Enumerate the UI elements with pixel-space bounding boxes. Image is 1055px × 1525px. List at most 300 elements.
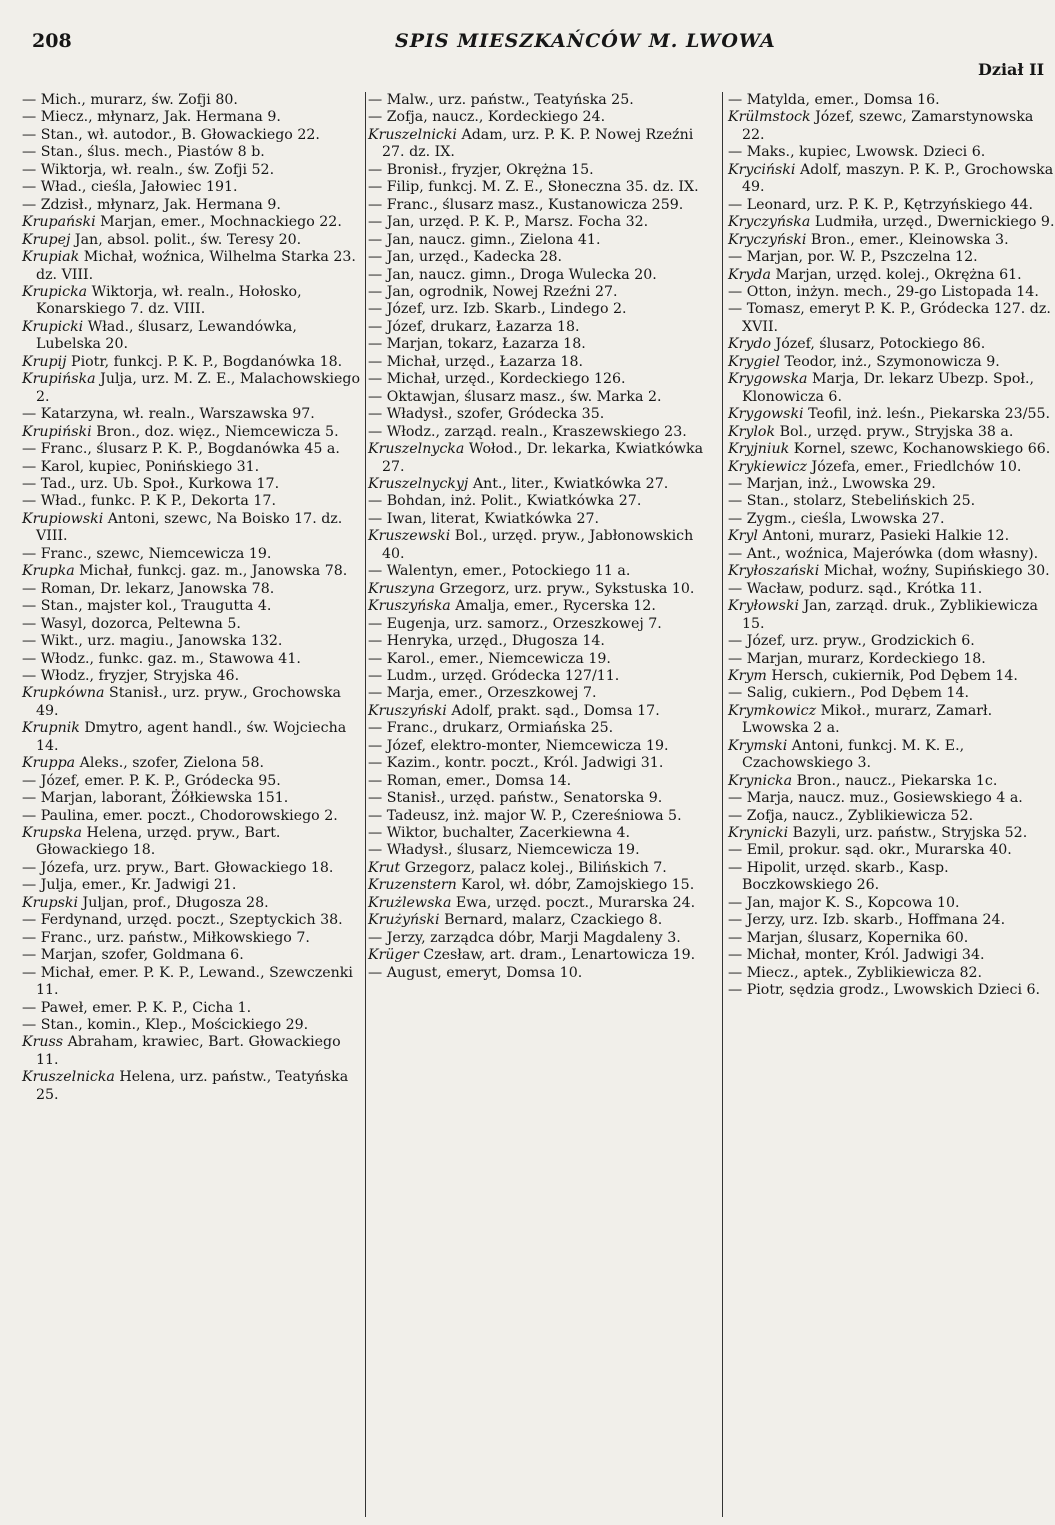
directory-entry — [22, 598, 362, 615]
directory-entry — [22, 459, 362, 476]
entry-surname: Kruzenstern — [368, 877, 457, 894]
directory-entry — [728, 197, 1055, 214]
entry-details: Piotr, funkcj. P. K. P., Bogdanówka 18. — [66, 353, 343, 370]
entry-details: Filip, funkcj. M. Z. E., Słoneczna 35. dz. IX. — [382, 179, 699, 196]
entry-dash: — — [22, 999, 37, 1016]
directory-entry — [368, 895, 713, 912]
directory-entry — [368, 808, 713, 825]
entry-details: Karol., emer., Niemcewicza 19. — [382, 650, 611, 667]
entry-surname: Krygowska — [728, 371, 808, 388]
entry-dash: — — [22, 179, 37, 196]
entry-details: Marjan, ślusarz, Kopernika 60. — [742, 929, 969, 946]
entry-surname: Krupiński — [22, 423, 92, 440]
entry-details: Franc., ślusarz P. K. P., Bogdanówka 45 a. — [36, 441, 340, 458]
page-title: SPIS MIESZKAŃCÓW M. LWOWA — [395, 30, 776, 52]
directory-entry — [22, 965, 362, 1000]
entry-surname: Krygowski — [728, 406, 804, 423]
entry-surname: Krupińska — [22, 371, 96, 388]
entry-dash: — — [368, 92, 383, 108]
entry-details: Matylda, emer., Domsa 16. — [742, 92, 940, 108]
directory-entry — [22, 1034, 362, 1069]
entry-surname: Krupiowski — [22, 510, 104, 527]
directory-entry — [22, 441, 362, 458]
entry-details: Jan, zarząd. druk., Zyblikiewicza 15. — [742, 598, 1038, 632]
entry-dash: — — [368, 563, 383, 580]
column-2 — [368, 92, 713, 982]
entry-details: Amalja, emer., Rycerska 12. — [450, 598, 656, 615]
directory-entry — [728, 424, 1055, 441]
entry-surname: Kruszelnicka — [22, 1069, 115, 1086]
directory-entry — [368, 267, 713, 284]
directory-entry — [368, 598, 713, 615]
entry-details: Bazyli, urz. państw., Stryjska 52. — [788, 825, 1028, 842]
directory-entry — [22, 162, 362, 179]
entry-dash: — — [368, 737, 383, 754]
entry-dash: — — [368, 231, 383, 248]
entry-dash: — — [22, 109, 37, 126]
entry-details: Zofja, naucz., Zyblikiewicza 52. — [742, 807, 974, 824]
entry-details: Władysł., ślusarz, Niemcewicza 19. — [382, 842, 640, 859]
directory-entry — [368, 965, 713, 982]
directory-entry — [728, 144, 1055, 161]
directory-entry — [728, 965, 1055, 982]
entry-surname: Kruszewski — [368, 528, 451, 545]
entry-dash: — — [368, 301, 383, 318]
entry-dash: — — [22, 580, 37, 597]
entry-dash: — — [728, 633, 743, 650]
directory-entry — [22, 179, 362, 196]
directory-entry — [22, 109, 362, 126]
entry-details: Czesław, art. dram., Lenartowicza 19. — [418, 947, 696, 964]
directory-entry — [728, 947, 1055, 964]
directory-entry — [728, 633, 1055, 650]
directory-entry — [22, 651, 362, 668]
entry-details: Franc., ślusarz masz., Kustanowicza 259. — [382, 196, 684, 213]
directory-entry — [22, 127, 362, 144]
column-divider — [722, 92, 723, 1517]
entry-dash: — — [368, 964, 383, 981]
entry-dash: — — [368, 807, 383, 824]
directory-entry — [728, 842, 1055, 859]
entry-details: Helena, urzęd. pryw., Bart. Głowackiego 18. — [36, 825, 281, 859]
entry-details: Julja, emer., Kr. Jadwigi 21. — [36, 877, 237, 894]
entry-surname: Krüger — [368, 947, 419, 964]
column-3 — [728, 92, 1055, 1000]
entry-details: Bol., urzęd. pryw., Jabłonowskich 40. — [382, 528, 694, 562]
entry-details: Marjan, emer., Mochnackiego 22. — [95, 214, 342, 231]
entry-details: Ludm., urzęd. Gródecka 127/11. — [382, 667, 620, 684]
directory-entry — [22, 424, 362, 441]
entry-details: Stanisł., urzęd. państw., Senatorska 9. — [382, 790, 663, 807]
entry-details: Bron., doz. więz., Niemcewicza 5. — [91, 423, 339, 440]
directory-entry — [728, 459, 1055, 476]
entry-details: Abraham, krawiec, Bart. Głowackiego 11. — [36, 1034, 341, 1068]
entry-surname: Kruszelnyckyj — [368, 475, 469, 492]
directory-entry — [22, 92, 362, 109]
entry-details: Józef, ślusarz, Potockiego 86. — [771, 336, 986, 353]
entry-dash: — — [22, 859, 37, 876]
entry-details: Wołod., Dr. lekarka, Kwiatkówka 27. — [382, 441, 704, 475]
directory-entry — [728, 738, 1055, 773]
entry-details: Miecz., aptek., Zyblikiewicza 82. — [742, 964, 983, 981]
entry-dash: — — [728, 545, 743, 562]
entry-details: Aleks., szofer, Zielona 58. — [75, 755, 264, 772]
directory-entry — [368, 197, 713, 214]
entry-details: Adolf, prakt. sąd., Domsa 17. — [446, 702, 660, 719]
entry-details: Marjan, inż., Lwowska 29. — [742, 475, 936, 492]
entry-dash: — — [22, 877, 37, 894]
entry-dash: — — [368, 685, 383, 702]
directory-entry — [728, 354, 1055, 371]
directory-entry — [728, 581, 1055, 598]
entry-details: Józef, elektro-monter, Niemcewicza 19. — [382, 737, 669, 754]
entry-details: Wład., funkc. P. K P., Dekorta 17. — [36, 493, 276, 510]
directory-entry — [728, 982, 1055, 999]
directory-entry — [22, 860, 362, 877]
entry-surname: Kryjniuk — [728, 441, 790, 458]
entry-details: Zofja, naucz., Kordeckiego 24. — [382, 109, 606, 126]
entry-surname: Krupiak — [22, 249, 80, 266]
entry-details: Franc., urz. państw., Miłkowskiego 7. — [36, 929, 310, 946]
entry-dash: — — [368, 179, 383, 196]
directory-entry — [22, 616, 362, 633]
entry-dash: — — [22, 772, 37, 789]
directory-entry — [728, 528, 1055, 545]
entry-surname: Krynicki — [728, 825, 789, 842]
directory-entry — [22, 546, 362, 563]
directory-entry — [368, 109, 713, 126]
entry-details: Stan., stolarz, Stebelińskich 25. — [742, 493, 976, 510]
entry-details: Marjan, laborant, Żółkiewska 151. — [36, 790, 289, 807]
entry-dash: — — [368, 842, 383, 859]
entry-dash: — — [368, 214, 383, 231]
entry-details: Malw., urz. państw., Teatyńska 25. — [382, 92, 634, 108]
directory-entry — [22, 563, 362, 580]
entry-details: Zygm., cieśla, Lwowska 27. — [742, 510, 945, 527]
directory-entry — [728, 441, 1055, 458]
entry-surname: Kruppa — [22, 755, 76, 772]
entry-dash: — — [368, 109, 383, 126]
entry-details: Ewa, urzęd. poczt., Murarska 24. — [451, 894, 696, 911]
column-divider — [365, 92, 366, 1517]
entry-dash: — — [368, 615, 383, 632]
entry-details: Salig, cukiern., Pod Dębem 14. — [742, 685, 969, 702]
entry-surname: Kryłoszański — [728, 563, 820, 580]
entry-details: Włodz., zarząd. realn., Kraszewskiego 23. — [382, 423, 687, 440]
directory-entry — [368, 354, 713, 371]
entry-surname: Kryczyński — [728, 231, 807, 248]
entry-dash: — — [368, 633, 383, 650]
entry-details: Adolf, maszyn. P. K. P., Grochowska 49. — [742, 161, 1054, 196]
entry-dash: — — [728, 249, 743, 266]
entry-surname: Kruszelnicki — [368, 126, 457, 143]
entry-details: Michał, woźnica, Wilhelma Starka 23. dz. VIII. — [36, 249, 356, 283]
entry-surname: Krynicka — [728, 772, 793, 789]
directory-entry — [368, 493, 713, 510]
entry-dash: — — [368, 493, 383, 510]
directory-entry — [22, 930, 362, 947]
entry-details: Stan., ślus. mech., Piastów 8 b. — [36, 144, 265, 161]
entry-details: Józef, urz. Izb. Skarb., Lindego 2. — [382, 301, 627, 318]
entry-dash: — — [368, 353, 383, 370]
entry-surname: Krülmstock — [728, 109, 811, 126]
directory-entry — [22, 214, 362, 231]
entry-details: Bol., urzęd. pryw., Stryjska 38 a. — [775, 423, 1014, 440]
entry-dash: — — [728, 964, 743, 981]
directory-entry — [368, 912, 713, 929]
directory-entry — [22, 947, 362, 964]
directory-entry — [368, 127, 713, 162]
entry-details: Ferdynand, urzęd. poczt., Szeptyckich 38. — [36, 912, 343, 929]
entry-details: Bohdan, inż. Polit., Kwiatkówka 27. — [382, 493, 642, 510]
entry-dash: — — [728, 196, 743, 213]
directory-entry — [368, 179, 713, 196]
entry-details: Henryka, urzęd., Długosza 14. — [382, 633, 605, 650]
entry-details: Michał, monter, Król. Jadwigi 34. — [742, 947, 985, 964]
entry-dash: — — [22, 615, 37, 632]
entry-details: Bron., emer., Kleinowska 3. — [806, 231, 1009, 248]
directory-entry — [368, 877, 713, 894]
entry-surname: Krupkówna — [22, 685, 105, 702]
directory-entry — [728, 406, 1055, 423]
directory-entry — [368, 842, 713, 859]
entry-details: Michał, funkcj. gaz. m., Janowska 78. — [74, 563, 348, 580]
entry-details: Józefa, emer., Friedlchów 10. — [807, 458, 1022, 475]
directory-entry — [728, 267, 1055, 284]
entry-dash: — — [368, 650, 383, 667]
entry-surname: Krupij — [22, 353, 67, 370]
entry-dash: — — [22, 475, 37, 492]
directory-entry — [368, 773, 713, 790]
entry-details: Mich., murarz, św. Zofji 80. — [36, 92, 238, 108]
directory-entry — [22, 319, 362, 354]
directory-entry — [728, 860, 1055, 895]
entry-details: Jerzy, urz. Izb. skarb., Hoffmana 24. — [742, 912, 1006, 929]
entry-details: Jan, naucz. gimn., Droga Wulecka 20. — [382, 266, 657, 283]
directory-entry — [368, 633, 713, 650]
entry-dash: — — [22, 1017, 37, 1034]
entry-dash: — — [368, 336, 383, 353]
entry-details: Włodz., fryzjer, Stryjska 46. — [36, 667, 240, 684]
directory-entry — [368, 511, 713, 528]
entry-details: Józef, szewc, Zamarstynowska 22. — [742, 109, 1034, 143]
directory-entry — [728, 930, 1055, 947]
entry-details: Teodor, inż., Szymonowicza 9. — [779, 353, 1000, 370]
directory-entry — [22, 476, 362, 493]
entry-details: Stanisł., urz. pryw., Grochowska 49. — [36, 685, 342, 719]
directory-entry — [22, 808, 362, 825]
entry-dash: — — [368, 318, 383, 335]
entry-surname: Krupnik — [22, 720, 80, 737]
entry-details: Jan, major K. S., Kopcowa 10. — [742, 894, 960, 911]
entry-details: Hipolit, urzęd. skarb., Kasp. Boczkowskiego 26. — [742, 859, 949, 894]
directory-entry — [728, 92, 1055, 109]
directory-entry — [368, 616, 713, 633]
entry-details: Stan., wł. autodor., B. Głowackiego 22. — [36, 126, 320, 143]
entry-dash: — — [368, 266, 383, 283]
entry-dash: — — [368, 371, 383, 388]
entry-dash: — — [368, 283, 383, 300]
section-label: Dział II — [978, 60, 1045, 79]
entry-dash: — — [368, 510, 383, 527]
directory-entry — [728, 109, 1055, 144]
entry-surname: Kruszelnycka — [368, 441, 465, 458]
entry-dash: — — [368, 755, 383, 772]
entry-dash: — — [368, 720, 383, 737]
directory-entry — [728, 895, 1055, 912]
directory-entry — [368, 336, 713, 353]
entry-dash: — — [728, 982, 743, 999]
directory-entry — [728, 651, 1055, 668]
directory-entry — [728, 773, 1055, 790]
entry-surname: Krupicka — [22, 283, 88, 300]
entry-details: Julja, urz. M. Z. E., Malachowskiego 2. — [36, 371, 361, 405]
entry-dash: — — [728, 301, 743, 318]
directory-entry — [22, 284, 362, 319]
entry-details: Wacław, podurz. sąd., Krótka 11. — [742, 580, 983, 597]
directory-entry — [22, 354, 362, 371]
entry-details: Bernard, malarz, Czackiego 8. — [439, 912, 663, 929]
entry-dash: — — [368, 406, 383, 423]
directory-entry — [368, 301, 713, 318]
entry-surname: Kryciński — [728, 161, 796, 178]
directory-entry — [22, 1069, 362, 1104]
entry-details: Karol, wł. dóbr, Zamojskiego 15. — [456, 877, 695, 894]
entry-dash: — — [368, 161, 383, 178]
entry-details: Wiktorja, wł. realn., Hołosko, Konarskiego 7. dz. VIII. — [36, 283, 302, 318]
directory-entry — [22, 144, 362, 161]
directory-entry — [368, 319, 713, 336]
entry-dash: — — [728, 580, 743, 597]
directory-entry — [22, 720, 362, 755]
entry-details: Oktawjan, ślusarz masz., św. Marka 2. — [382, 388, 662, 405]
entry-surname: Krupański — [22, 214, 96, 231]
directory-entry — [728, 668, 1055, 685]
entry-details: Marja, Dr. lekarz Ubezp. Społ., Klonowicza 6. — [742, 371, 1034, 405]
entry-dash: — — [728, 912, 743, 929]
entry-details: Marjan, murarz, Kordeckiego 18. — [742, 650, 986, 667]
entry-details: Dmytro, agent handl., św. Wojciecha 14. — [36, 720, 347, 754]
directory-entry — [368, 947, 713, 964]
entry-dash: — — [22, 790, 37, 807]
entry-dash: — — [728, 929, 743, 946]
entry-details: Ant., liter., Kwiatkówka 27. — [468, 475, 669, 492]
directory-entry — [728, 232, 1055, 249]
entry-details: Iwan, literat, Kwiatkówka 27. — [382, 510, 600, 527]
entry-details: Józef, urz. pryw., Grodzickich 6. — [742, 633, 975, 650]
entry-details: Marja, naucz. muz., Gosiewskiego 4 a. — [742, 790, 1023, 807]
entry-details: Paulina, emer. poczt., Chodorowskiego 2. — [36, 807, 338, 824]
entry-dash: — — [22, 144, 37, 161]
entry-surname: Krydo — [728, 336, 772, 353]
entry-details: Ant., woźnica, Majerówka (dom własny). — [742, 545, 1039, 562]
entry-dash: — — [728, 475, 743, 492]
directory-entry — [728, 162, 1055, 197]
entry-details: August, emeryt, Domsa 10. — [382, 964, 583, 981]
entry-details: Michał, urzęd., Łazarza 18. — [382, 353, 583, 370]
page-number: 208 — [32, 30, 72, 52]
directory-entry — [728, 808, 1055, 825]
entry-surname: Kruszyński — [368, 702, 447, 719]
entry-details: Eugenja, urz. samorz., Orzeszkowej 7. — [382, 615, 662, 632]
entry-dash: — — [22, 458, 37, 475]
entry-details: Michał, urzęd., Kordeckiego 126. — [382, 371, 626, 388]
directory-entry — [728, 511, 1055, 528]
entry-dash: — — [22, 406, 37, 423]
entry-dash: — — [22, 196, 37, 213]
entry-dash: — — [22, 633, 37, 650]
entry-surname: Kruszyńska — [368, 598, 451, 615]
directory-entry — [728, 476, 1055, 493]
entry-details: Marjan, szofer, Goldmana 6. — [36, 947, 244, 964]
entry-details: Franc., drukarz, Ormiańska 25. — [382, 720, 614, 737]
entry-dash: — — [22, 92, 37, 108]
entry-dash: — — [368, 388, 383, 405]
entry-details: Jan, urzęd. P. K. P., Marsz. Focha 32. — [382, 214, 649, 231]
directory-entry — [22, 912, 362, 929]
entry-details: Marja, emer., Orzeszkowej 7. — [382, 685, 597, 702]
entry-details: Zdzisł., młynarz, Jak. Hermana 9. — [36, 196, 281, 213]
entry-surname: Kryl — [728, 528, 758, 545]
entry-details: Michał, emer. P. K. P., Lewand., Szewczenki 11. — [36, 964, 353, 999]
directory-entry — [728, 685, 1055, 702]
entry-details: Grzegorz, urz. pryw., Sykstuska 10. — [434, 580, 695, 597]
entry-surname: Krykiewicz — [728, 458, 808, 475]
directory-entry — [368, 790, 713, 807]
entry-surname: Krym — [728, 667, 767, 684]
directory-entry — [728, 790, 1055, 807]
directory-entry — [728, 371, 1055, 406]
entry-dash: — — [368, 423, 383, 440]
directory-entry — [368, 930, 713, 947]
column-1 — [22, 92, 362, 1104]
entry-details: Michał, woźny, Supińskiego 30. — [819, 563, 1050, 580]
entry-dash: — — [368, 772, 383, 789]
directory-entry — [368, 232, 713, 249]
entry-surname: Krymkowicz — [728, 702, 817, 719]
directory-entry — [368, 563, 713, 580]
entry-details: Józefa, urz. pryw., Bart. Głowackiego 18. — [36, 859, 334, 876]
entry-details: Paweł, emer. P. K. P., Cicha 1. — [36, 999, 252, 1016]
entry-details: Józef, emer. P. K. P., Gródecka 95. — [36, 772, 281, 789]
directory-entry — [368, 249, 713, 266]
entry-details: Stan., komin., Klep., Mościckiego 29. — [36, 1017, 309, 1034]
entry-details: Tad., urz. Ub. Społ., Kurkowa 17. — [36, 475, 280, 492]
directory-entry — [368, 825, 713, 842]
entry-dash: — — [368, 929, 383, 946]
entry-details: Władysł., szofer, Gródecka 35. — [382, 406, 605, 423]
directory-entry — [368, 738, 713, 755]
entry-dash: — — [22, 126, 37, 143]
entry-dash: — — [728, 894, 743, 911]
entry-details: Teofil, inż. leśn., Piekarska 23/55. — [803, 406, 1051, 423]
entry-surname: Krupska — [22, 825, 82, 842]
directory-entry — [22, 1017, 362, 1034]
entry-details: Marjan, por. W. P., Pszczelna 12. — [742, 249, 978, 266]
entry-details: Helena, urz. państw., Teatyńska 25. — [36, 1069, 349, 1103]
directory-entry — [368, 755, 713, 772]
entry-details: Katarzyna, wł. realn., Warszawska 97. — [36, 406, 315, 423]
entry-details: Kazim., kontr. poczt., Król. Jadwigi 31. — [382, 755, 664, 772]
entry-details: Emil, prokur. sąd. okr., Murarska 40. — [742, 842, 1012, 859]
directory-entry — [368, 162, 713, 179]
entry-dash: — — [22, 912, 37, 929]
entry-details: Mikoł., murarz, Zamarł. Lwowska 2 a. — [742, 702, 993, 737]
entry-details: Franc., szewc, Niemcewicza 19. — [36, 545, 272, 562]
entry-details: Wład., ślusarz, Lewandówka, Lubelska 20. — [36, 318, 297, 353]
entry-details: Wiktorja, wł. realn., św. Zofji 52. — [36, 161, 275, 178]
entry-details: Tomasz, emeryt P. K. P., Gródecka 127. dz. XVII. — [742, 301, 1051, 335]
